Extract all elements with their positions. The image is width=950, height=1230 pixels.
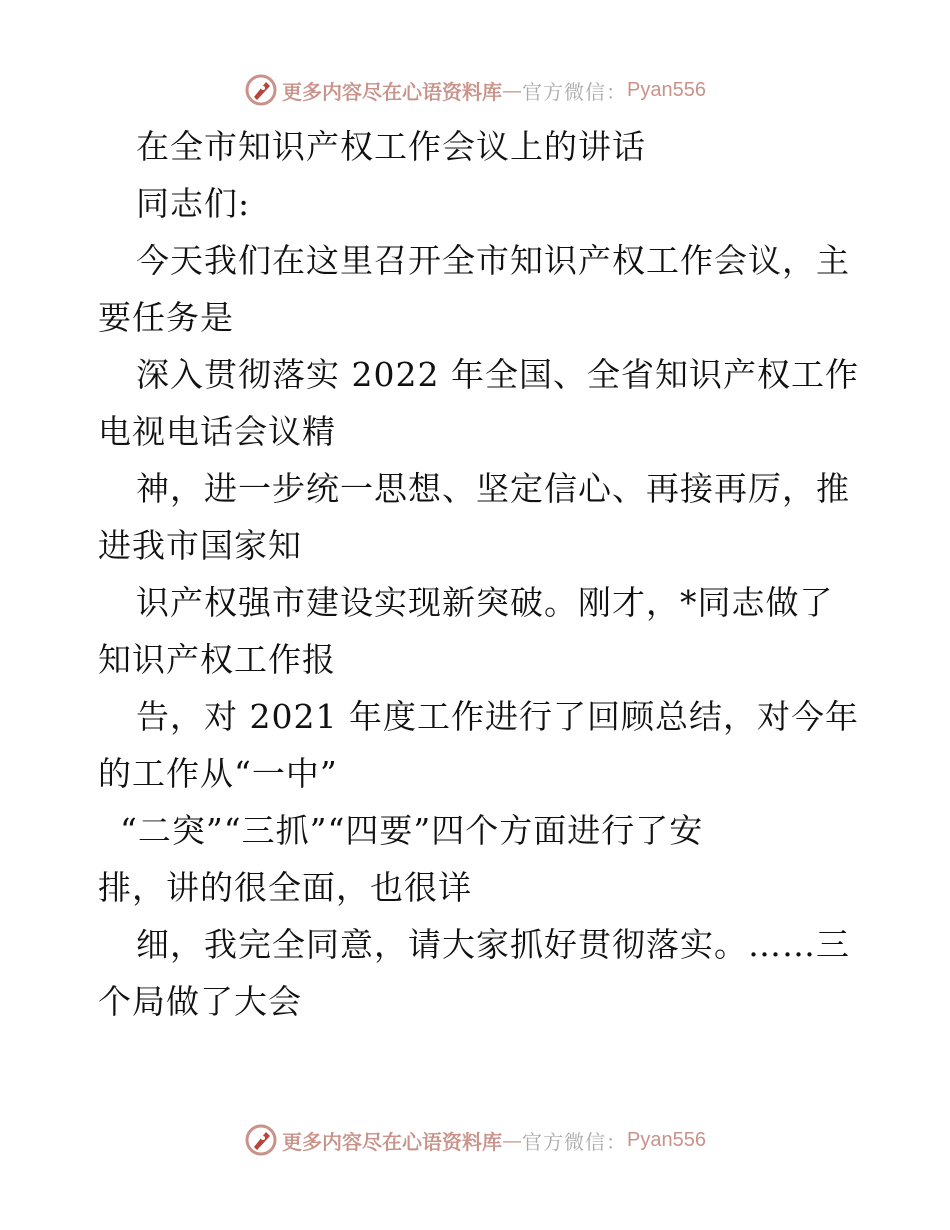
paragraph-line: 的工作从“一中” bbox=[98, 754, 338, 793]
paragraph-line: 今天我们在这里召开全市知识产权工作会议，主 bbox=[136, 241, 850, 280]
paragraph-line: 要任务是 bbox=[98, 298, 234, 337]
paragraph-line: 识产权强市建设实现新突破。刚才，*同志做了 bbox=[136, 583, 834, 622]
pen-nib-logo-icon bbox=[244, 1123, 278, 1157]
watermark-wechat-id: Pyan556 bbox=[627, 78, 706, 101]
watermark-wechat-id: Pyan556 bbox=[627, 1128, 706, 1151]
footer-watermark bbox=[0, 1118, 950, 1162]
paragraph-line: “二突”“三抓”“四要”四个方面进行了安 bbox=[120, 811, 704, 850]
watermark-dash: — bbox=[502, 1128, 523, 1152]
paragraph-line: 告，对 2021 年度工作进行了回顾总结，对今年 bbox=[136, 697, 859, 736]
header-watermark bbox=[0, 68, 950, 112]
salutation: 同志们: bbox=[136, 184, 251, 223]
paragraph-line: 深入贯彻落实 2022 年全国、全省知识产权工作 bbox=[136, 355, 859, 394]
paragraph-line: 知识产权工作报 bbox=[98, 640, 336, 679]
watermark-official-label: 官方微信： bbox=[522, 1129, 628, 1154]
watermark-brand: 更多内容尽在心语资料库 bbox=[282, 1129, 503, 1154]
paragraph-line: 细，我完全同意，请大家抓好贯彻落实。……三 bbox=[136, 925, 850, 964]
paragraph-line: 进我市国家知 bbox=[98, 526, 302, 565]
watermark-brand: 更多内容尽在心语资料库 bbox=[282, 79, 503, 104]
watermark-text bbox=[282, 1126, 706, 1155]
paragraph-line: 排，讲的很全面，也很详 bbox=[98, 868, 472, 907]
pen-nib-logo-icon bbox=[244, 73, 278, 107]
watermark-dash: — bbox=[502, 78, 523, 102]
paragraph-line: 神，进一步统一思想、坚定信心、再接再厉，推 bbox=[136, 469, 850, 508]
paragraph-line: 个局做了大会 bbox=[98, 982, 302, 1021]
document-title: 在全市知识产权工作会议上的讲话 bbox=[136, 127, 646, 166]
paragraph-line: 电视电话会议精 bbox=[98, 412, 336, 451]
watermark-text bbox=[282, 76, 706, 105]
document-body bbox=[98, 118, 858, 1030]
watermark-official-label: 官方微信： bbox=[522, 79, 628, 104]
